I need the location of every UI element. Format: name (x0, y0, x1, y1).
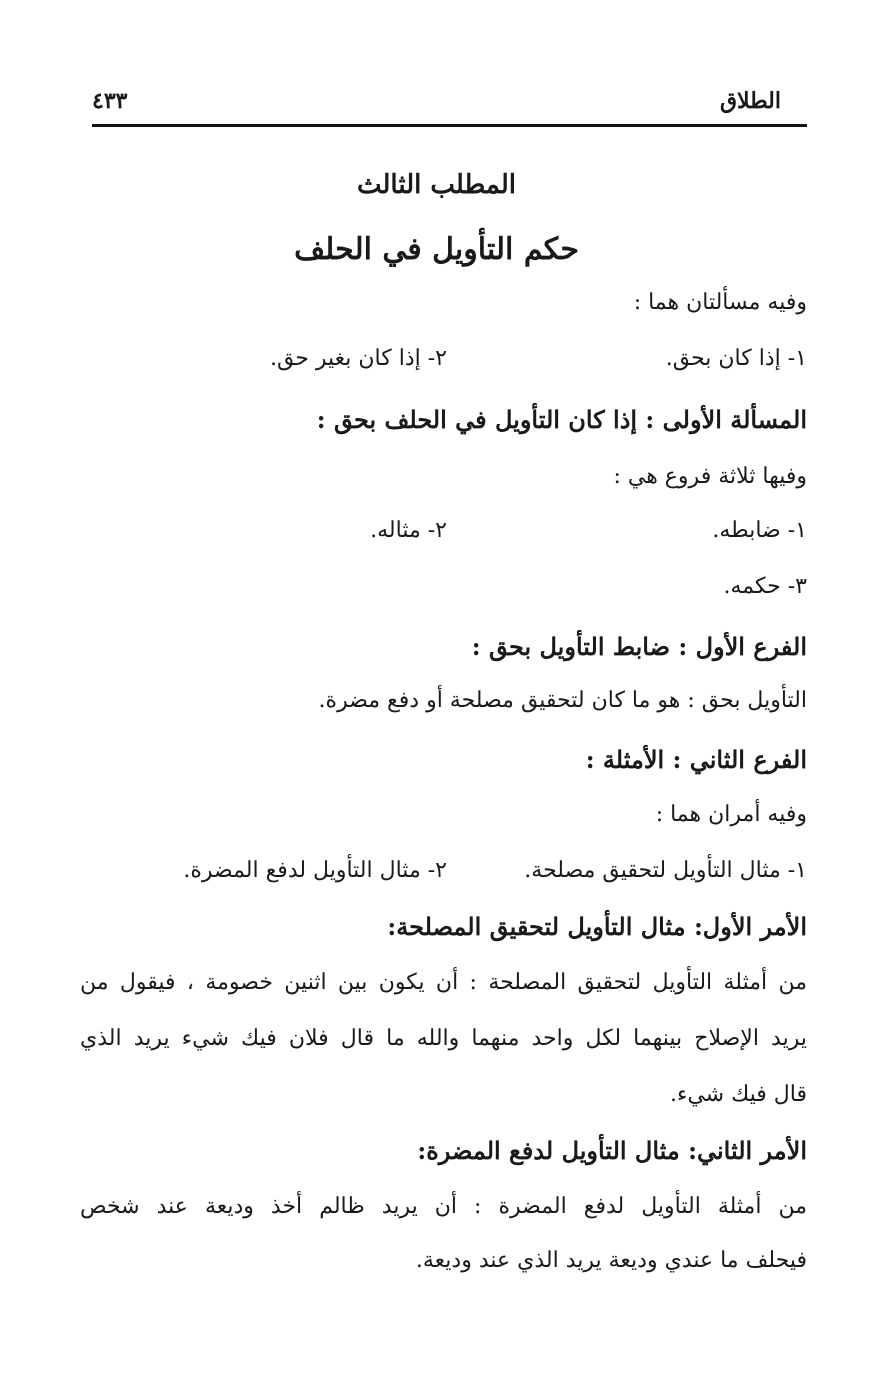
matter1-line-2: يريد الإصلاح بينهما لكل واحد منهما والله ما قال فلان فيك شيء يريد الذي (80, 1026, 807, 1051)
issue1-item-1: ١- ضابطه. (712, 518, 807, 543)
page-number: ٤٣٣ (92, 88, 128, 114)
matter1-line-3: قال فيك شيء. (670, 1082, 807, 1107)
branch2-item-1: ١- مثال التأويل لتحقيق مصلحة. (524, 858, 807, 883)
branch2-intro: وفيه أمران هما : (655, 802, 807, 827)
intro-item-2: ٢- إذا كان بغير حق. (269, 346, 447, 371)
matter2-heading: الأمر الثاني: مثال التأويل لدفع المضرة: (417, 1136, 807, 1165)
matter1-line-1: من أمثلة التأويل لتحقيق المصلحة : أن يكون بين اثنين خصومة ، فيقول من (80, 970, 807, 995)
matter2-line-2: فيحلف ما عندي وديعة يريد الذي عند وديعة. (415, 1248, 807, 1273)
intro-text: وفيه مسألتان هما : (633, 290, 807, 315)
branch2-list (80, 858, 807, 890)
matter1-heading: الأمر الأول: مثال التأويل لتحقيق المصلحة: (387, 912, 807, 941)
section-title: المطلب الثالث (356, 170, 517, 200)
issue1-item-3: ٣- حكمه. (723, 574, 807, 599)
issue1-item-2: ٢- مثاله. (370, 518, 447, 543)
issue1-list (80, 518, 807, 550)
intro-list (80, 346, 807, 378)
issue1-intro: وفيها ثلاثة فروع هي : (613, 464, 807, 489)
branch2-heading: الفرع الثاني : الأمثلة : (585, 745, 807, 774)
intro-item-1: ١- إذا كان بحق. (665, 346, 807, 371)
issue1-heading: المسألة الأولى : إذا كان التأويل في الحلف بحق : (316, 405, 807, 434)
branch1-heading: الفرع الأول : ضابط التأويل بحق : (471, 632, 807, 661)
branch2-item-2: ٢- مثال التأويل لدفع المضرة. (183, 858, 447, 883)
running-header (92, 88, 781, 128)
branch1-text: التأويل بحق : هو ما كان لتحقيق مصلحة أو دفع مضرة. (318, 688, 807, 713)
chapter-title: الطلاق (719, 88, 781, 114)
header-rule (92, 124, 807, 127)
section-subtitle: حكم التأويل في الحلف (294, 232, 579, 267)
matter2-line-1: من أمثلة التأويل لدفع المضرة : أن يريد ظالم أخذ وديعة عند شخص (80, 1194, 807, 1219)
